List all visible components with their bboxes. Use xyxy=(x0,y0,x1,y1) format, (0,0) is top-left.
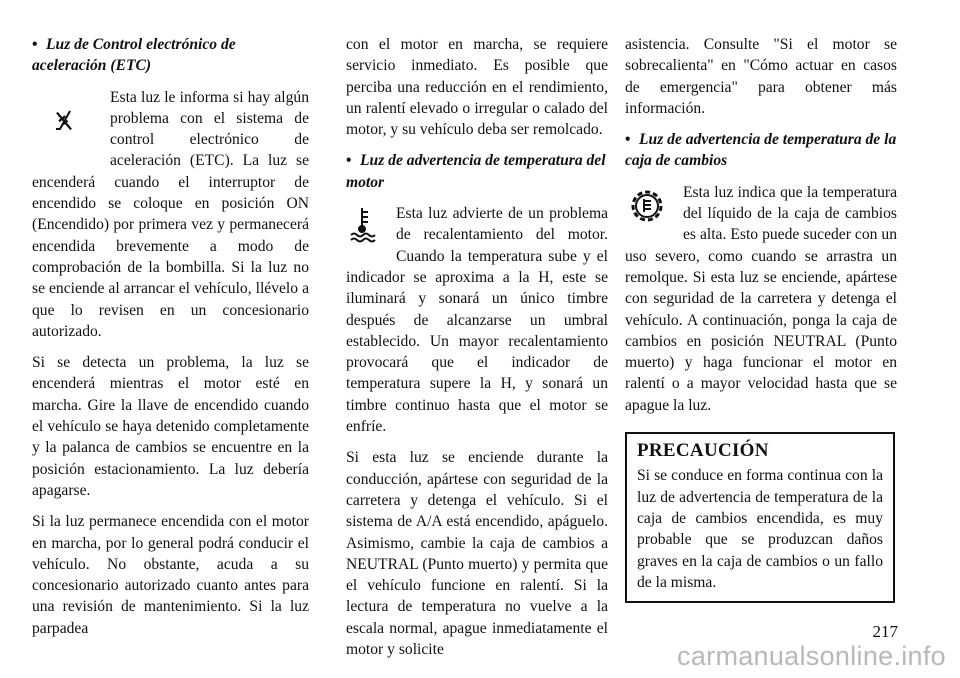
bullet: • xyxy=(346,152,352,170)
engine-temp-paragraph-2: Si esta luz se enciende durante la conducción, apártese con seguridad de la carretera y detenga el vehículo. Si el sistema de A/A está encendido, apáguelo. Asimismo, cambie la caja de cambios a NEUTRAL (Punto muerto) y permita que el vehículo funcione en ralentí. Si la lectura de temperatura no vuelve a la escala normal, apague inmediatamente el motor y solicite xyxy=(346,449,608,659)
engine-temp-text-1: Esta luz advierte de un problema de recalentamiento del motor. Cuando la temperatura sube y el indicador se aproxima a la H, este se iluminará y sonará un único timbre después de alcanzarse un umbral establecido. Un mayor recalentamiento provocará que el indicador de temperatura supere la H, y sonará un timbre continuo hasta que el motor se enfríe. xyxy=(346,205,608,436)
caution-title: PRECAUCIÓN xyxy=(637,440,769,462)
caution-text: Si se conduce en forma continua con la luz de advertencia de temperatura de la caja de cambios encendida, es muy probable que se produzcan daños graves en la caja de cambios o un fallo de la misma. xyxy=(637,467,883,591)
etc-paragraph-3: Si la luz permanece encendida con el motor en marcha, por lo general podrá conducir el vehículo. No obstante, acuda a su concesionario autorizado cuanto antes para una revisión de mantenimiento. Si la luz parpadea xyxy=(32,513,309,637)
transmission-temp-icon xyxy=(627,184,667,228)
page-number: 217 xyxy=(872,622,898,641)
engine-temp-heading xyxy=(346,150,608,193)
etc-heading-text: Luz de Control electrónico de aceleración (ETC) xyxy=(32,36,236,75)
bullet: • xyxy=(625,131,631,149)
caution-box xyxy=(625,432,895,603)
watermark: carmanualsonline.info xyxy=(677,641,946,671)
etc-throttle-icon xyxy=(34,89,94,153)
bullet: • xyxy=(32,36,38,53)
etc-continued-paragraph: con el motor en marcha, se requiere servicio inmediato. Es posible que perciba una reducción en el rendimiento, un ralentí elevado o irregular o calado del motor, y su vehículo deba ser remolcado. xyxy=(346,36,608,139)
column-left xyxy=(32,34,309,649)
engine-temp-paragraph-1 xyxy=(346,203,608,437)
etc-heading xyxy=(32,34,309,77)
engine-coolant-temp-icon xyxy=(348,205,380,245)
column-right xyxy=(625,34,897,603)
trans-temp-heading-text: Luz de advertencia de temperatura de la caja de cambios xyxy=(625,131,897,170)
trans-temp-paragraph xyxy=(625,182,897,416)
engine-temp-heading-text: Luz de advertencia de temperatura del motor xyxy=(346,152,606,191)
column-middle xyxy=(346,34,608,670)
engine-temp-continued-paragraph: asistencia. Consulte "Si el motor se sobrecalienta" en "Cómo actuar en casos de emergencia" para obtener más información. xyxy=(625,36,897,117)
etc-intro-text: Esta luz le informa si hay algún problema con el sistema de control electrónico de aceleración (ETC). La luz se encenderá cuando el interruptor de encendido se coloque en posición ON (Encendido) por primera vez y permanecerá encendida brevemente a modo de comprobación de la bombilla. Si la luz no se enciende al arrancar el vehículo, llévelo a que lo revisen en un concesionario autorizado. xyxy=(32,88,309,340)
trans-temp-text: Esta luz indica que la temperatura del líquido de la caja de cambios es alta. Esto puede suceder con un uso severo, como cuando se arrastra un remolque. Si esta luz se enciende, apártese con seguridad de la carretera y detenga el vehículo. A continuación, ponga la caja de cambios en posición NEUTRAL (Punto muerto) y haga funcionar el motor en ralentí o a mayor velocidad hasta que se apague la luz. xyxy=(625,183,897,414)
trans-temp-heading xyxy=(625,129,897,172)
etc-paragraph-2: Si se detecta un problema, la luz se encenderá mientras el motor esté en marcha. Gire la llave de encendido cuando el vehículo se haya detenido completamente y la palanca de cambios se encuentre en la posición estacionamiento. La luz debería apagarse. xyxy=(32,354,309,499)
etc-intro-paragraph xyxy=(32,87,309,343)
